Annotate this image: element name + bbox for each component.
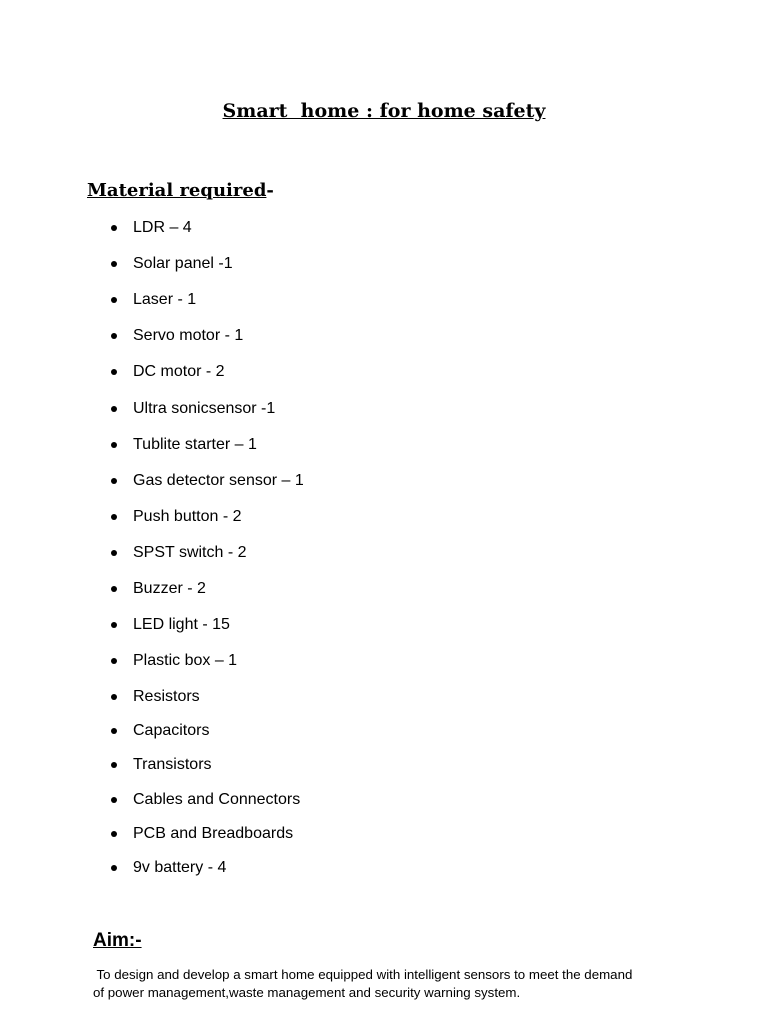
list-item-label: Solar panel -1 xyxy=(133,255,233,272)
bullet-icon xyxy=(111,297,117,303)
bullet-icon xyxy=(111,478,117,484)
list-item-label: DC motor - 2 xyxy=(133,363,225,380)
bullet-icon xyxy=(111,622,117,628)
materials-heading xyxy=(87,178,274,204)
list-item-label: Laser - 1 xyxy=(133,291,197,308)
materials-heading-text: Material required xyxy=(87,180,267,201)
document-title: Smart home : for home safety xyxy=(222,100,546,122)
list-item-label: Ultra sonicsensor -1 xyxy=(133,400,276,417)
aim-heading: Aim:- xyxy=(93,930,142,951)
bullet-icon xyxy=(111,225,117,231)
list-item-label: Servo motor - 1 xyxy=(133,327,244,344)
list-item-label: SPST switch - 2 xyxy=(133,544,247,561)
list-item-label: Cables and Connectors xyxy=(133,791,301,808)
bullet-icon xyxy=(111,586,117,592)
bullet-icon xyxy=(111,797,117,803)
materials-heading-suffix: - xyxy=(266,180,274,201)
list-item-label: Gas detector sensor – 1 xyxy=(133,472,304,489)
list-item-label: Buzzer - 2 xyxy=(133,580,206,597)
bullet-icon xyxy=(111,550,117,556)
bullet-icon xyxy=(111,261,117,267)
list-item-label: LDR – 4 xyxy=(133,219,192,236)
bullet-icon xyxy=(111,831,117,837)
bullet-icon xyxy=(111,694,117,700)
list-item-label: Transistors xyxy=(133,756,212,773)
list-item-label: Plastic box – 1 xyxy=(133,652,238,669)
bullet-icon xyxy=(111,865,117,871)
list-item-label: Tublite starter – 1 xyxy=(133,436,257,453)
list-item-label: 9v battery - 4 xyxy=(133,859,227,876)
bullet-icon xyxy=(111,762,117,768)
list-item-label: Push button - 2 xyxy=(133,508,242,525)
bullet-icon xyxy=(111,728,117,734)
bullet-icon xyxy=(111,369,117,375)
list-item-label: LED light - 15 xyxy=(133,616,230,633)
bullet-icon xyxy=(111,333,117,339)
bullet-icon xyxy=(111,406,117,412)
list-item-label: Resistors xyxy=(133,688,200,705)
aim-paragraph xyxy=(93,966,693,1002)
bullet-icon xyxy=(111,442,117,448)
list-item-label: PCB and Breadboards xyxy=(133,825,294,842)
list-item-label: Capacitors xyxy=(133,722,210,739)
aim-line-2: of power management,waste management and security warning system. xyxy=(93,985,521,1000)
bullet-icon xyxy=(111,514,117,520)
bullet-icon xyxy=(111,658,117,664)
aim-line-1: To design and develop a smart home equipped with intelligent sensors to meet the demand xyxy=(93,967,633,982)
